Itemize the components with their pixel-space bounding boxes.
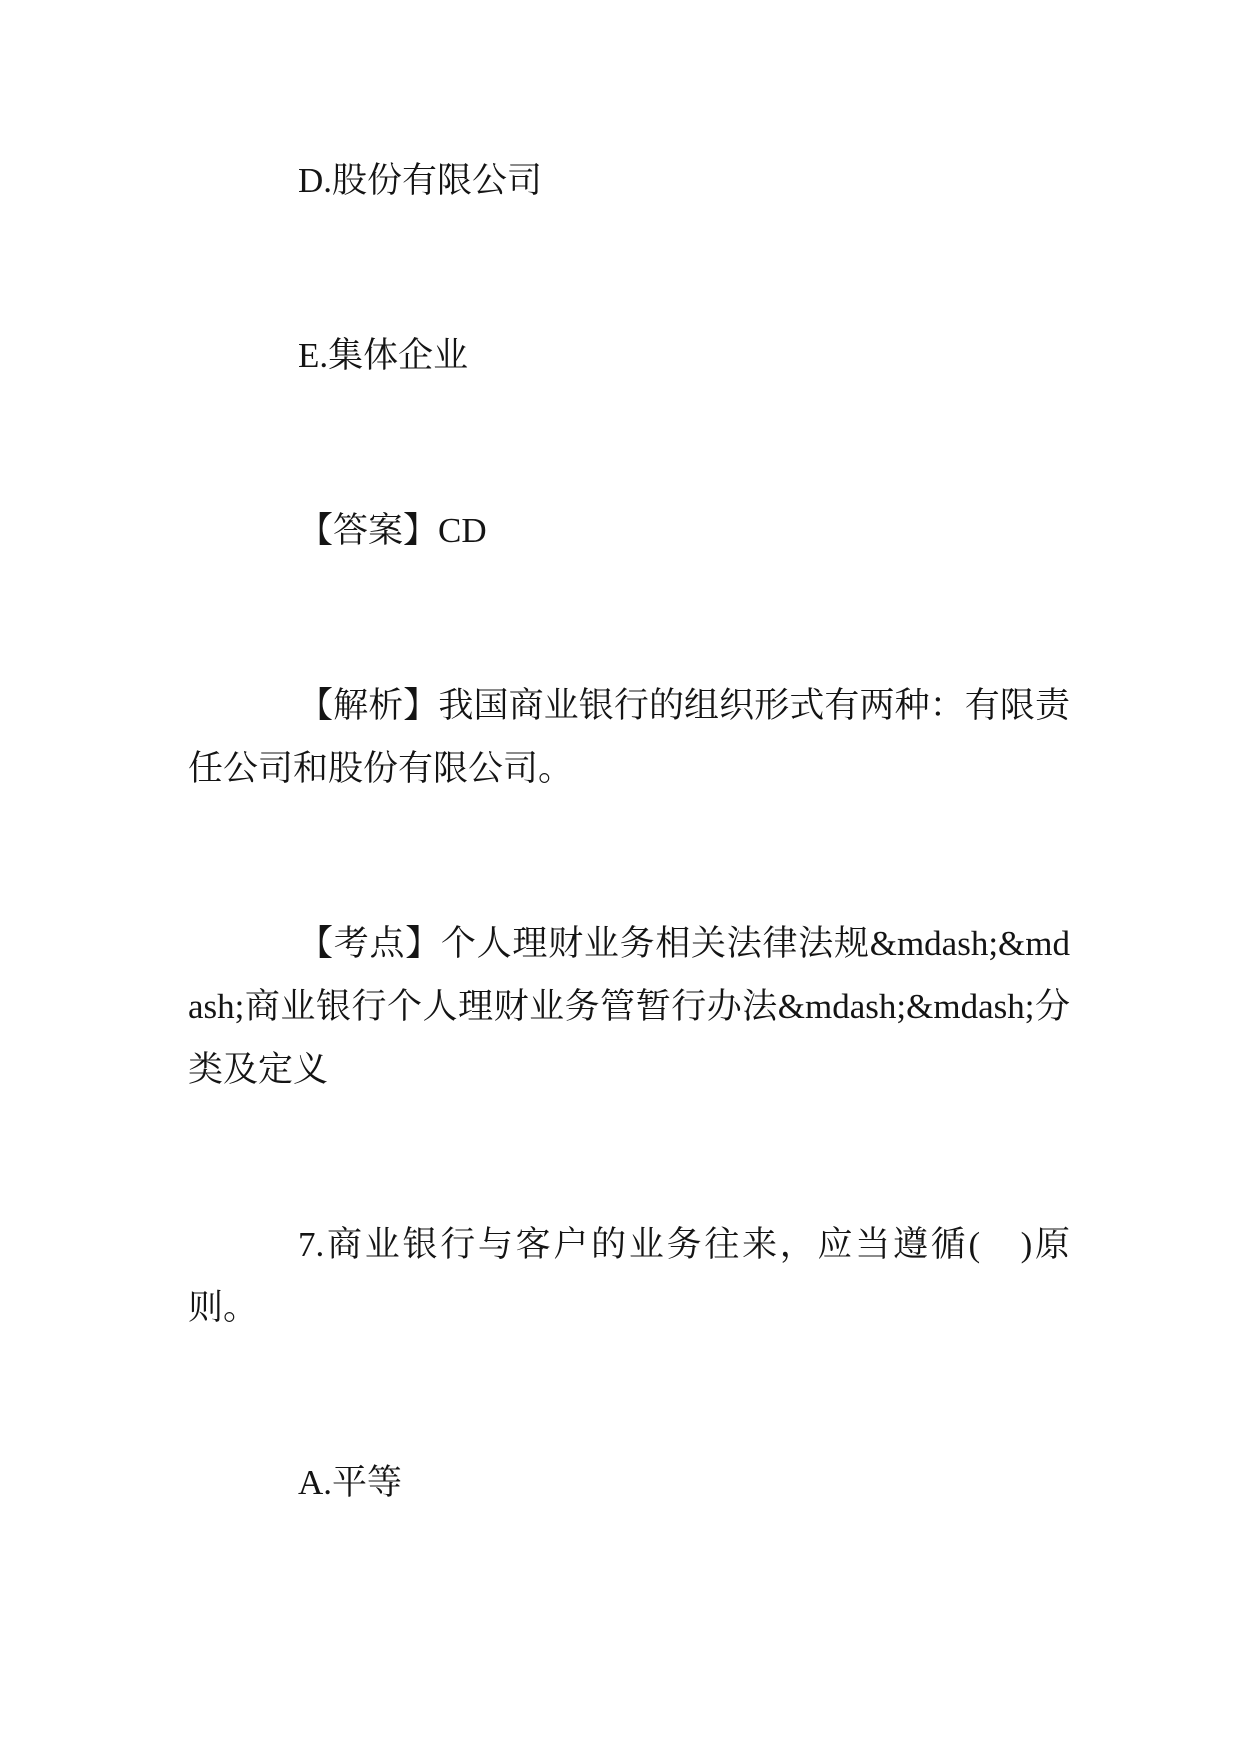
text-line-option-e: E.集体企业 xyxy=(298,336,469,375)
text-line-option-a: A.平等 xyxy=(298,1463,403,1502)
text-line-analysis: 【解析】我国商业银行的组织形式有两种：有限责任公司和股份有限公司。 xyxy=(188,686,1070,788)
text-line-question-7: 7.商业银行与客户的业务往来，应当遵循( )原则。 xyxy=(188,1225,1070,1327)
text-line-option-d: D.股份有限公司 xyxy=(298,161,543,200)
text-line-answer: 【答案】CD xyxy=(298,511,487,550)
text-line-exam-point: 【考点】个人理财业务相关法律法规&mdash;&mdash;商业银行个人理财业务管暂行办法&mdash;&mdash;分类及定义 xyxy=(188,924,1070,1089)
